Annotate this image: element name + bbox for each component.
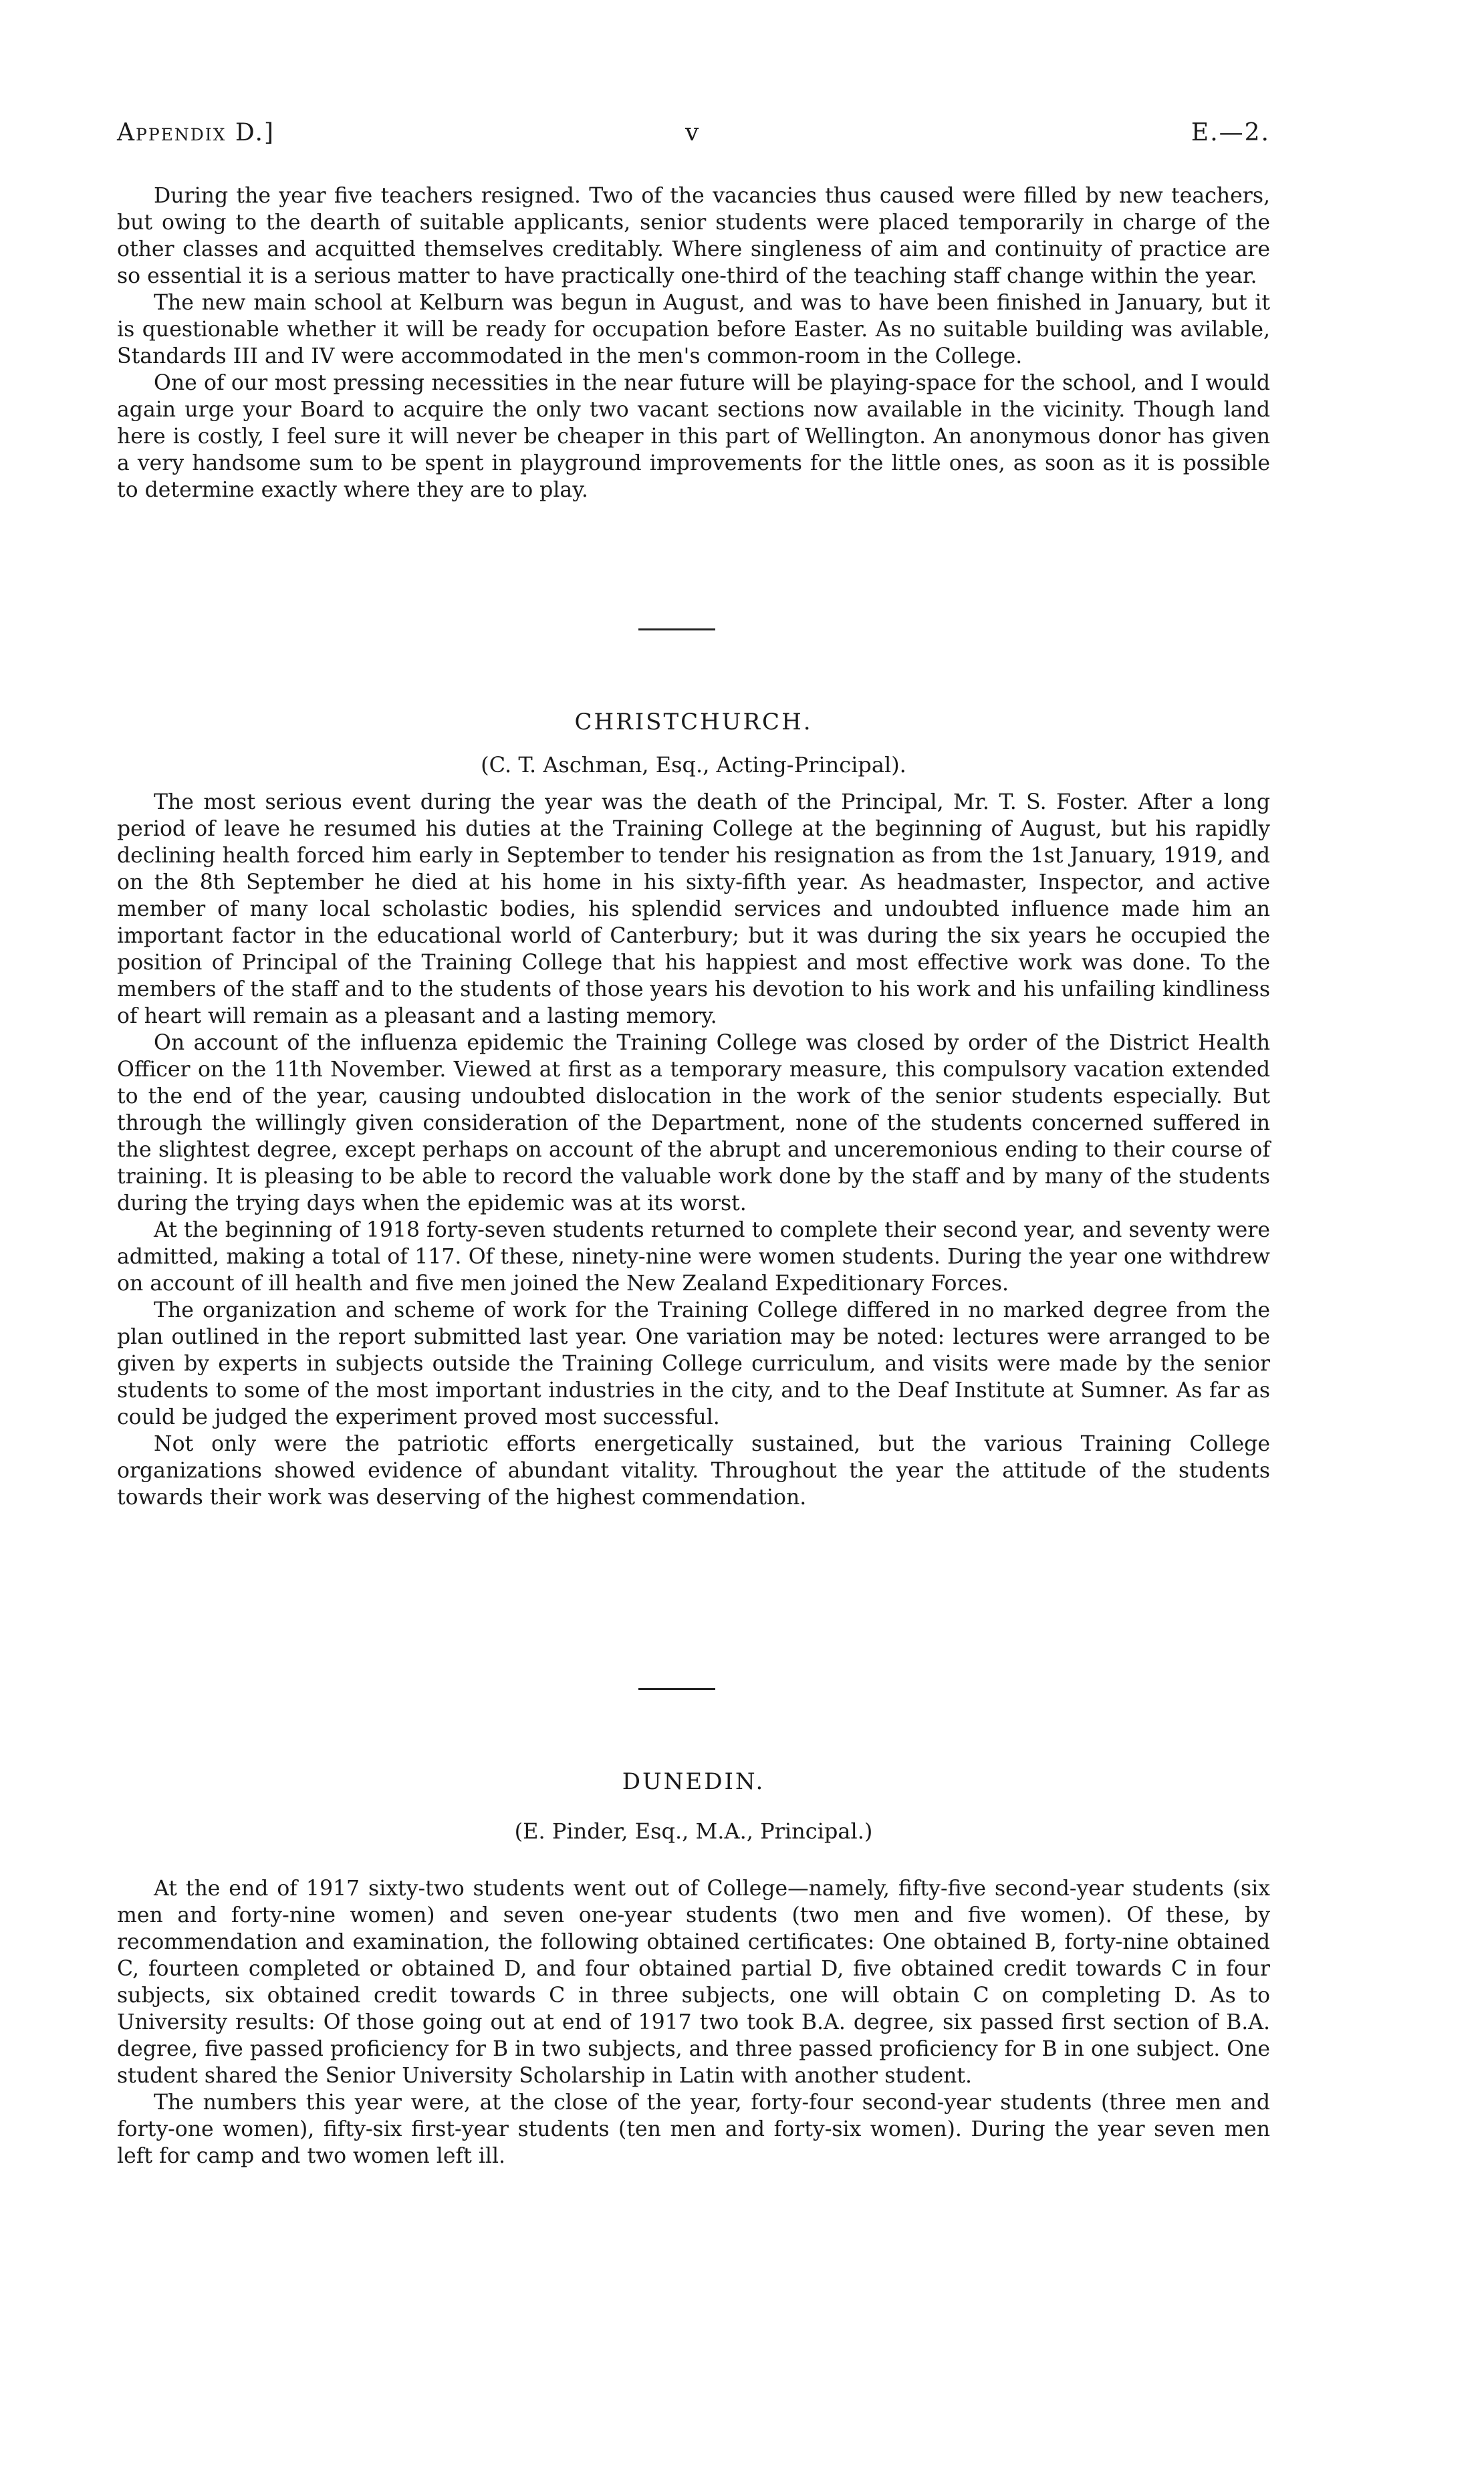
document-code: E.—2. xyxy=(1191,119,1270,146)
section-christchurch xyxy=(117,789,1270,1511)
page-number: v xyxy=(685,119,701,146)
section-divider xyxy=(638,1688,715,1690)
appendix-label: Appendix D.] xyxy=(117,119,275,146)
paragraph: The organization and scheme of work for the Training College differed in no marked degree from the plan outlined in the report submitted last year. One variation may be noted: lectures were arranged to be given by experts in subjects outside the Training College curriculum, and visits were made by the senior students to some of the most important industries in the city, and to the Deaf Institute at Sumner. As far as could be judged the experiment proved most successful. xyxy=(117,1298,1270,1429)
paragraph: The new main school at Kelburn was begun in August, and was to have been finished in January, but it is questionable whether it will be ready for occupation before Easter. As no suitable building was avilable, Standards III and IV were accommodated in the men's common-room in the College. xyxy=(117,291,1270,368)
section-title-dunedin: DUNEDIN. xyxy=(622,1768,765,1795)
paragraph: During the year five teachers resigned. Two of the vacancies thus caused were filled by new teachers, but owing to the dearth of suitable applicants, senior students were placed temporarily in charge of the other classes and acquitted themselves creditably. Where singleness of aim and continuity of practice are so essential it is a serious matter to have practically one-third of the teaching staff change within the year. xyxy=(117,184,1270,288)
section-divider xyxy=(638,628,715,630)
paragraph: At the beginning of 1918 forty-seven students returned to complete their second year, and seventy were admitted, making a total of 117. Of these, ninety-nine were women students. During the year one withdrew on account of ill health and five men joined the New Zealand Expeditionary Forces. xyxy=(117,1218,1270,1296)
paragraph: One of our most pressing necessities in the near future will be playing-space for the school, and I would again urge your Board to acquire the only two vacant sections now available in the vicinity. Though land here is costly, I feel sure it will never be cheaper in this part of Wellington. An anonymous donor has given a very handsome sum to be spent in playground improvements for the little ones, as soon as it is possible to determine exactly where they are to play. xyxy=(117,371,1270,502)
paragraph: At the end of 1917 sixty-two students went out of College—namely, fifty-five second-year students (six men and forty-nine women) and seven one-year students (two men and five women). Of these, by recommendation and examination, the following obtained certificates: One obtained B, forty-nine obtained C, fourteen completed or obtained D, and four obtained partial D, five obtained credit towards C in four subjects, six obtained credit towards C in three subjects, one will obtain C on completing D. As to University results: Of those going out at end of 1917 two took B.A. degree, six passed first section of B.A. degree, five passed proficiency for B in two subjects, and three passed proficiency for B in one subject. One student shared the Senior University Scholarship in Latin with another student. xyxy=(117,1877,1270,2088)
paragraph: Not only were the patriotic efforts energetically sustained, but the various Training College organizations showed evidence of abundant vitality. Throughout the year the attitude of the students towards their work was deserving of the highest commendation. xyxy=(117,1432,1270,1510)
section-dunedin xyxy=(117,1875,1270,2169)
section-wellington-continued xyxy=(117,183,1270,503)
page-header xyxy=(117,119,1270,159)
section-byline-christchurch: (C. T. Aschman, Esq., Acting-Principal). xyxy=(481,752,906,778)
paragraph: The most serious event during the year was the death of the Principal, Mr. T. S. Foster. After a long period of leave he resumed his duties at the Training College at the beginning of August, but his rapidly declining health forced him early in September to tender his resignation as from the 1st January, 1919, and on the 8th September he died at his home in his sixty-fifth year. As headmaster, Inspector, and active member of many local scholastic bodies, his splendid services and undoubted influence made him an important factor in the educational world of Canterbury; but it was during the six years he occupied the position of Principal of the Training College that his happiest and most effective work was done. To the members of the staff and to the students of those years his devotion to his work and his unfailing kindliness of heart will remain as a pleasant and a lasting memory. xyxy=(117,790,1270,1028)
paragraph: On account of the influenza epidemic the Training College was closed by order of the District Health Officer on the 11th November. Viewed at first as a temporary measure, this compulsory vacation extended to the end of the year, causing undoubted dislocation in the work of the senior students especially. But through the willingly given consideration of the Department, none of the students concerned suffered in the slightest degree, except perhaps on account of the abrupt and unceremonious ending to their course of training. It is pleasing to be able to record the valuable work done by the staff and by many of the students during the trying days when the epidemic was at its worst. xyxy=(117,1031,1270,1215)
section-byline-dunedin: (E. Pinder, Esq., M.A., Principal.) xyxy=(514,1818,873,1844)
section-title-christchurch: CHRISTCHURCH. xyxy=(574,709,813,735)
paragraph: The numbers this year were, at the close of the year, forty-four second-year students (three men and forty-one women), fifty-six first-year students (ten men and forty-six women). During the year seven men left for camp and two women left ill. xyxy=(117,2091,1270,2168)
